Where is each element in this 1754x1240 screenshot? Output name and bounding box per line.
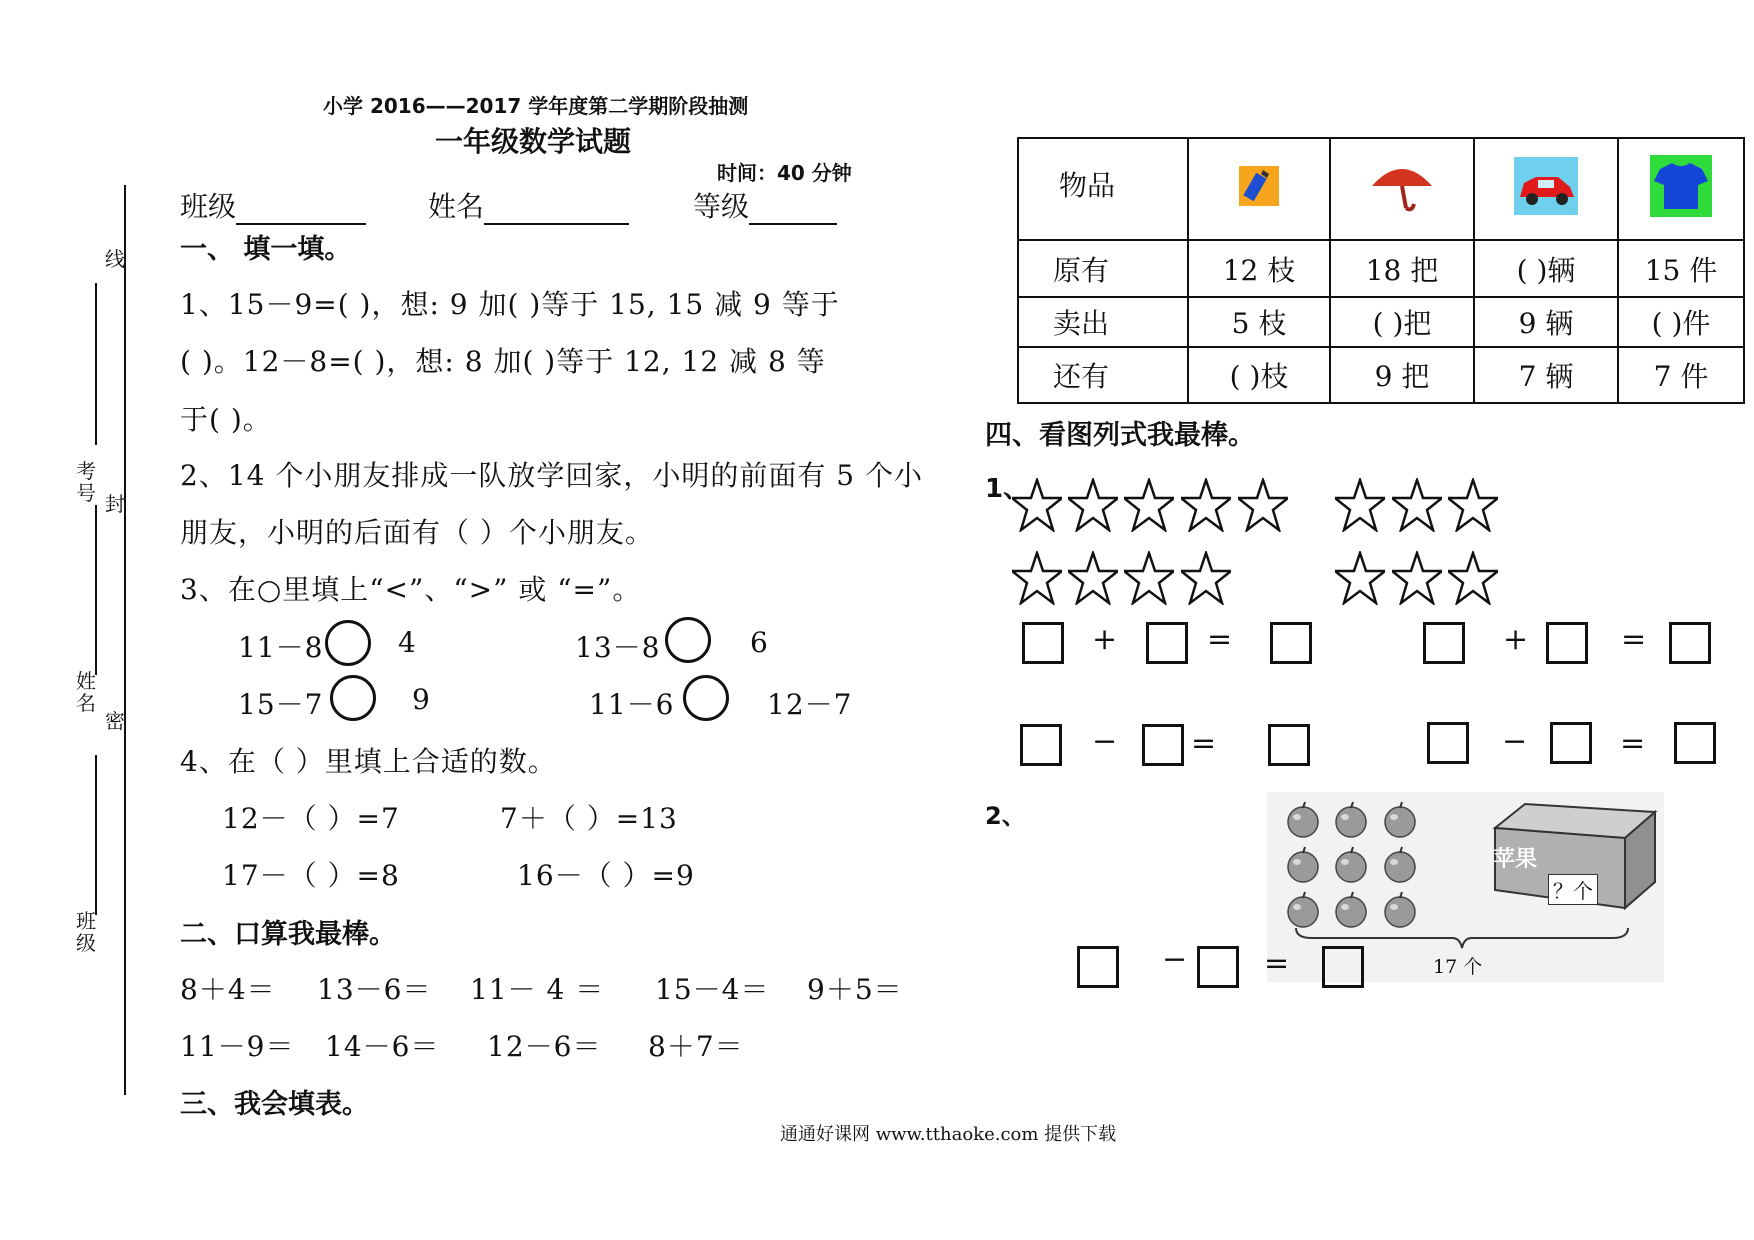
apple-icon [1380,845,1420,885]
section4-title: 四、看图列式我最棒。 [985,420,1255,451]
box-question: ？个 [1548,874,1598,905]
section3-title: 三、我会填表。 [180,1089,369,1120]
answer-box[interactable] [1146,622,1188,664]
star-icon [1181,551,1231,605]
binding-line-upper [124,185,126,1095]
grade-label: 等级 [693,190,750,223]
problem-2-label: 2、 [985,802,1026,830]
star-icon [1124,478,1174,532]
fill-2: 7＋（ ）=13 [500,802,678,835]
q1-line3: 于( )。 [180,403,272,436]
problem-1-label: 1、 [985,474,1030,504]
compare-left-1: 11－8 [238,631,324,664]
apple-icon [1283,800,1323,840]
table-icon-cell [1188,138,1330,240]
car-icon [1514,189,1578,222]
table-cell: 15 件 [1618,240,1744,297]
margin-label-exam-no: 考号 [76,459,96,505]
compare-left-2: 13－8 [575,631,661,664]
table-cell: 12 枝 [1188,240,1330,297]
grade-field [693,185,837,225]
apple-icon [1331,845,1371,885]
fill-3: 17－（ ）=8 [222,859,400,892]
star-icon [1068,551,1118,605]
table-row [1018,240,1744,297]
compare-left-3: 15－7 [238,688,324,721]
compare-circle-2[interactable] [665,617,711,663]
exam-time: 时间：40 分钟 [717,161,852,185]
mental-1-4: 15－4＝ [655,973,770,1006]
q4-title: 4、在（ ）里填上合适的数。 [180,745,557,778]
mental-2-3: 12－6＝ [487,1030,602,1063]
mental-1-5: 9＋5＝ [807,973,903,1006]
goods-table [1017,137,1745,404]
box-label: 苹果 [1493,847,1538,872]
star-icon [1392,478,1442,532]
equals-sign: = [1620,726,1646,761]
minus-sign: − [1092,724,1118,759]
answer-box[interactable] [1197,946,1239,988]
answer-box[interactable] [1674,722,1716,764]
name-field [428,185,629,225]
section1-title: 一、 填一填。 [180,234,352,265]
tshirt-icon [1650,191,1712,224]
answer-box[interactable] [1427,722,1469,764]
seal-char-secret: 密 [105,709,125,733]
compare-left-4: 11－6 [589,688,675,721]
star-icon [1238,478,1288,532]
minus-sign: − [1162,942,1188,977]
star-icon [1181,478,1231,532]
q1-line2: ( )。12－8=( )，想: 8 加( )等于 12, 12 减 8 等 [180,345,826,378]
answer-box[interactable] [1550,722,1592,764]
star-icon [1124,551,1174,605]
star-icon [1392,551,1442,605]
umbrella-icon [1368,188,1436,221]
table-icon-cell [1474,138,1618,240]
margin-label-name: 姓名 [76,669,96,715]
mental-1-2: 13－6＝ [317,973,432,1006]
table-row-label: 还有 [1018,347,1188,403]
fill-4: 16－（ ）=9 [517,859,695,892]
grade-blank[interactable] [749,195,837,225]
compare-right-3: 9 [412,683,431,716]
school-line: 小学 2016——2017 学年度第二学期阶段抽测 [323,94,749,118]
mental-2-2: 14－6＝ [325,1030,440,1063]
table-cell[interactable]: ( )件 [1618,297,1744,347]
mental-2-4: 8＋7＝ [648,1030,744,1063]
name-blank[interactable] [484,195,629,225]
apple-icon [1283,845,1323,885]
answer-box[interactable] [1423,622,1465,664]
footer-note: 通通好课网 www.tthaoke.com 提供下载 [780,1124,1117,1145]
compare-circle-4[interactable] [683,675,729,721]
class-blank[interactable] [236,195,366,225]
mental-1-1: 8＋4＝ [180,973,276,1006]
table-icon-cell [1330,138,1474,240]
fill-1: 12－（ ）=7 [222,802,400,835]
binding-line-mid [95,505,97,675]
answer-box[interactable] [1546,622,1588,664]
compare-right-2: 6 [750,626,769,659]
q1-line1: 1、15－9=( )，想: 9 加( )等于 15, 15 减 9 等于 [180,288,840,321]
brace-label: 17 个 [1433,956,1483,978]
binding-line-bottom [95,755,97,915]
minus-sign: − [1502,724,1528,759]
q3-title: 3、在○里填上“<”、“>” 或 “=”。 [180,573,642,606]
class-field [180,185,366,225]
apple-icon [1380,800,1420,840]
answer-box[interactable] [1142,724,1184,766]
section2-title: 二、口算我最棒。 [180,919,396,950]
star-icon [1448,551,1498,605]
table-icon-cell [1618,138,1744,240]
table-cell: 9 辆 [1474,297,1618,347]
table-row [1018,347,1744,403]
star-icon [1335,551,1385,605]
star-icon [1448,478,1498,532]
table-cell: 7 件 [1618,347,1744,403]
mental-2-1: 11－9＝ [180,1030,295,1063]
name-label: 姓名 [428,190,485,223]
apple-icon [1331,800,1371,840]
plus-sign: + [1092,622,1118,657]
answer-box[interactable] [1077,946,1119,988]
table-cell[interactable]: ( )把 [1330,297,1474,347]
table-row [1018,297,1744,347]
star-icon [1068,478,1118,532]
answer-box[interactable] [1270,622,1312,664]
equals-sign: = [1191,726,1217,761]
table-row-label: 原有 [1018,240,1188,297]
table-header-cell: 物品 [1018,138,1188,240]
compare-circle-1[interactable] [325,620,371,666]
page-title: 一年级数学试题 [435,125,632,158]
table-cell: 7 辆 [1474,347,1618,403]
answer-box[interactable] [1020,724,1062,766]
seal-char-line: 线 [105,247,125,271]
q2-line2: 朋友，小明的后面有（ ）个小朋友。 [180,516,654,549]
equals-sign: = [1621,622,1647,657]
class-label: 班级 [180,190,237,223]
equals-sign: = [1264,946,1290,981]
compare-right-4: 12－7 [767,688,853,721]
star-icon [1012,551,1062,605]
compare-right-1: 4 [398,626,417,659]
star-icon [1012,478,1062,532]
answer-box[interactable] [1669,622,1711,664]
star-icon [1335,478,1385,532]
table-row-label: 卖出 [1018,297,1188,347]
table-cell: 9 把 [1330,347,1474,403]
answer-box[interactable] [1022,622,1064,664]
seal-char-seal: 封 [105,492,125,516]
binding-line-lower [95,283,97,445]
answer-box[interactable] [1268,724,1310,766]
table-cell: 18 把 [1330,240,1474,297]
pencil-icon [1237,182,1281,215]
table-cell[interactable]: ( )枝 [1188,347,1330,403]
compare-circle-3[interactable] [330,675,376,721]
table-cell: 5 枝 [1188,297,1330,347]
answer-box[interactable] [1322,946,1364,988]
plus-sign: + [1503,622,1529,657]
mental-1-3: 11－ 4 ＝ [470,973,605,1006]
margin-label-class: 班级 [76,909,96,955]
q2-line1: 2、14 个小朋友排成一队放学回家，小明的前面有 5 个小 [180,459,923,492]
table-cell[interactable]: ( )辆 [1474,240,1618,297]
equals-sign: = [1207,622,1233,657]
